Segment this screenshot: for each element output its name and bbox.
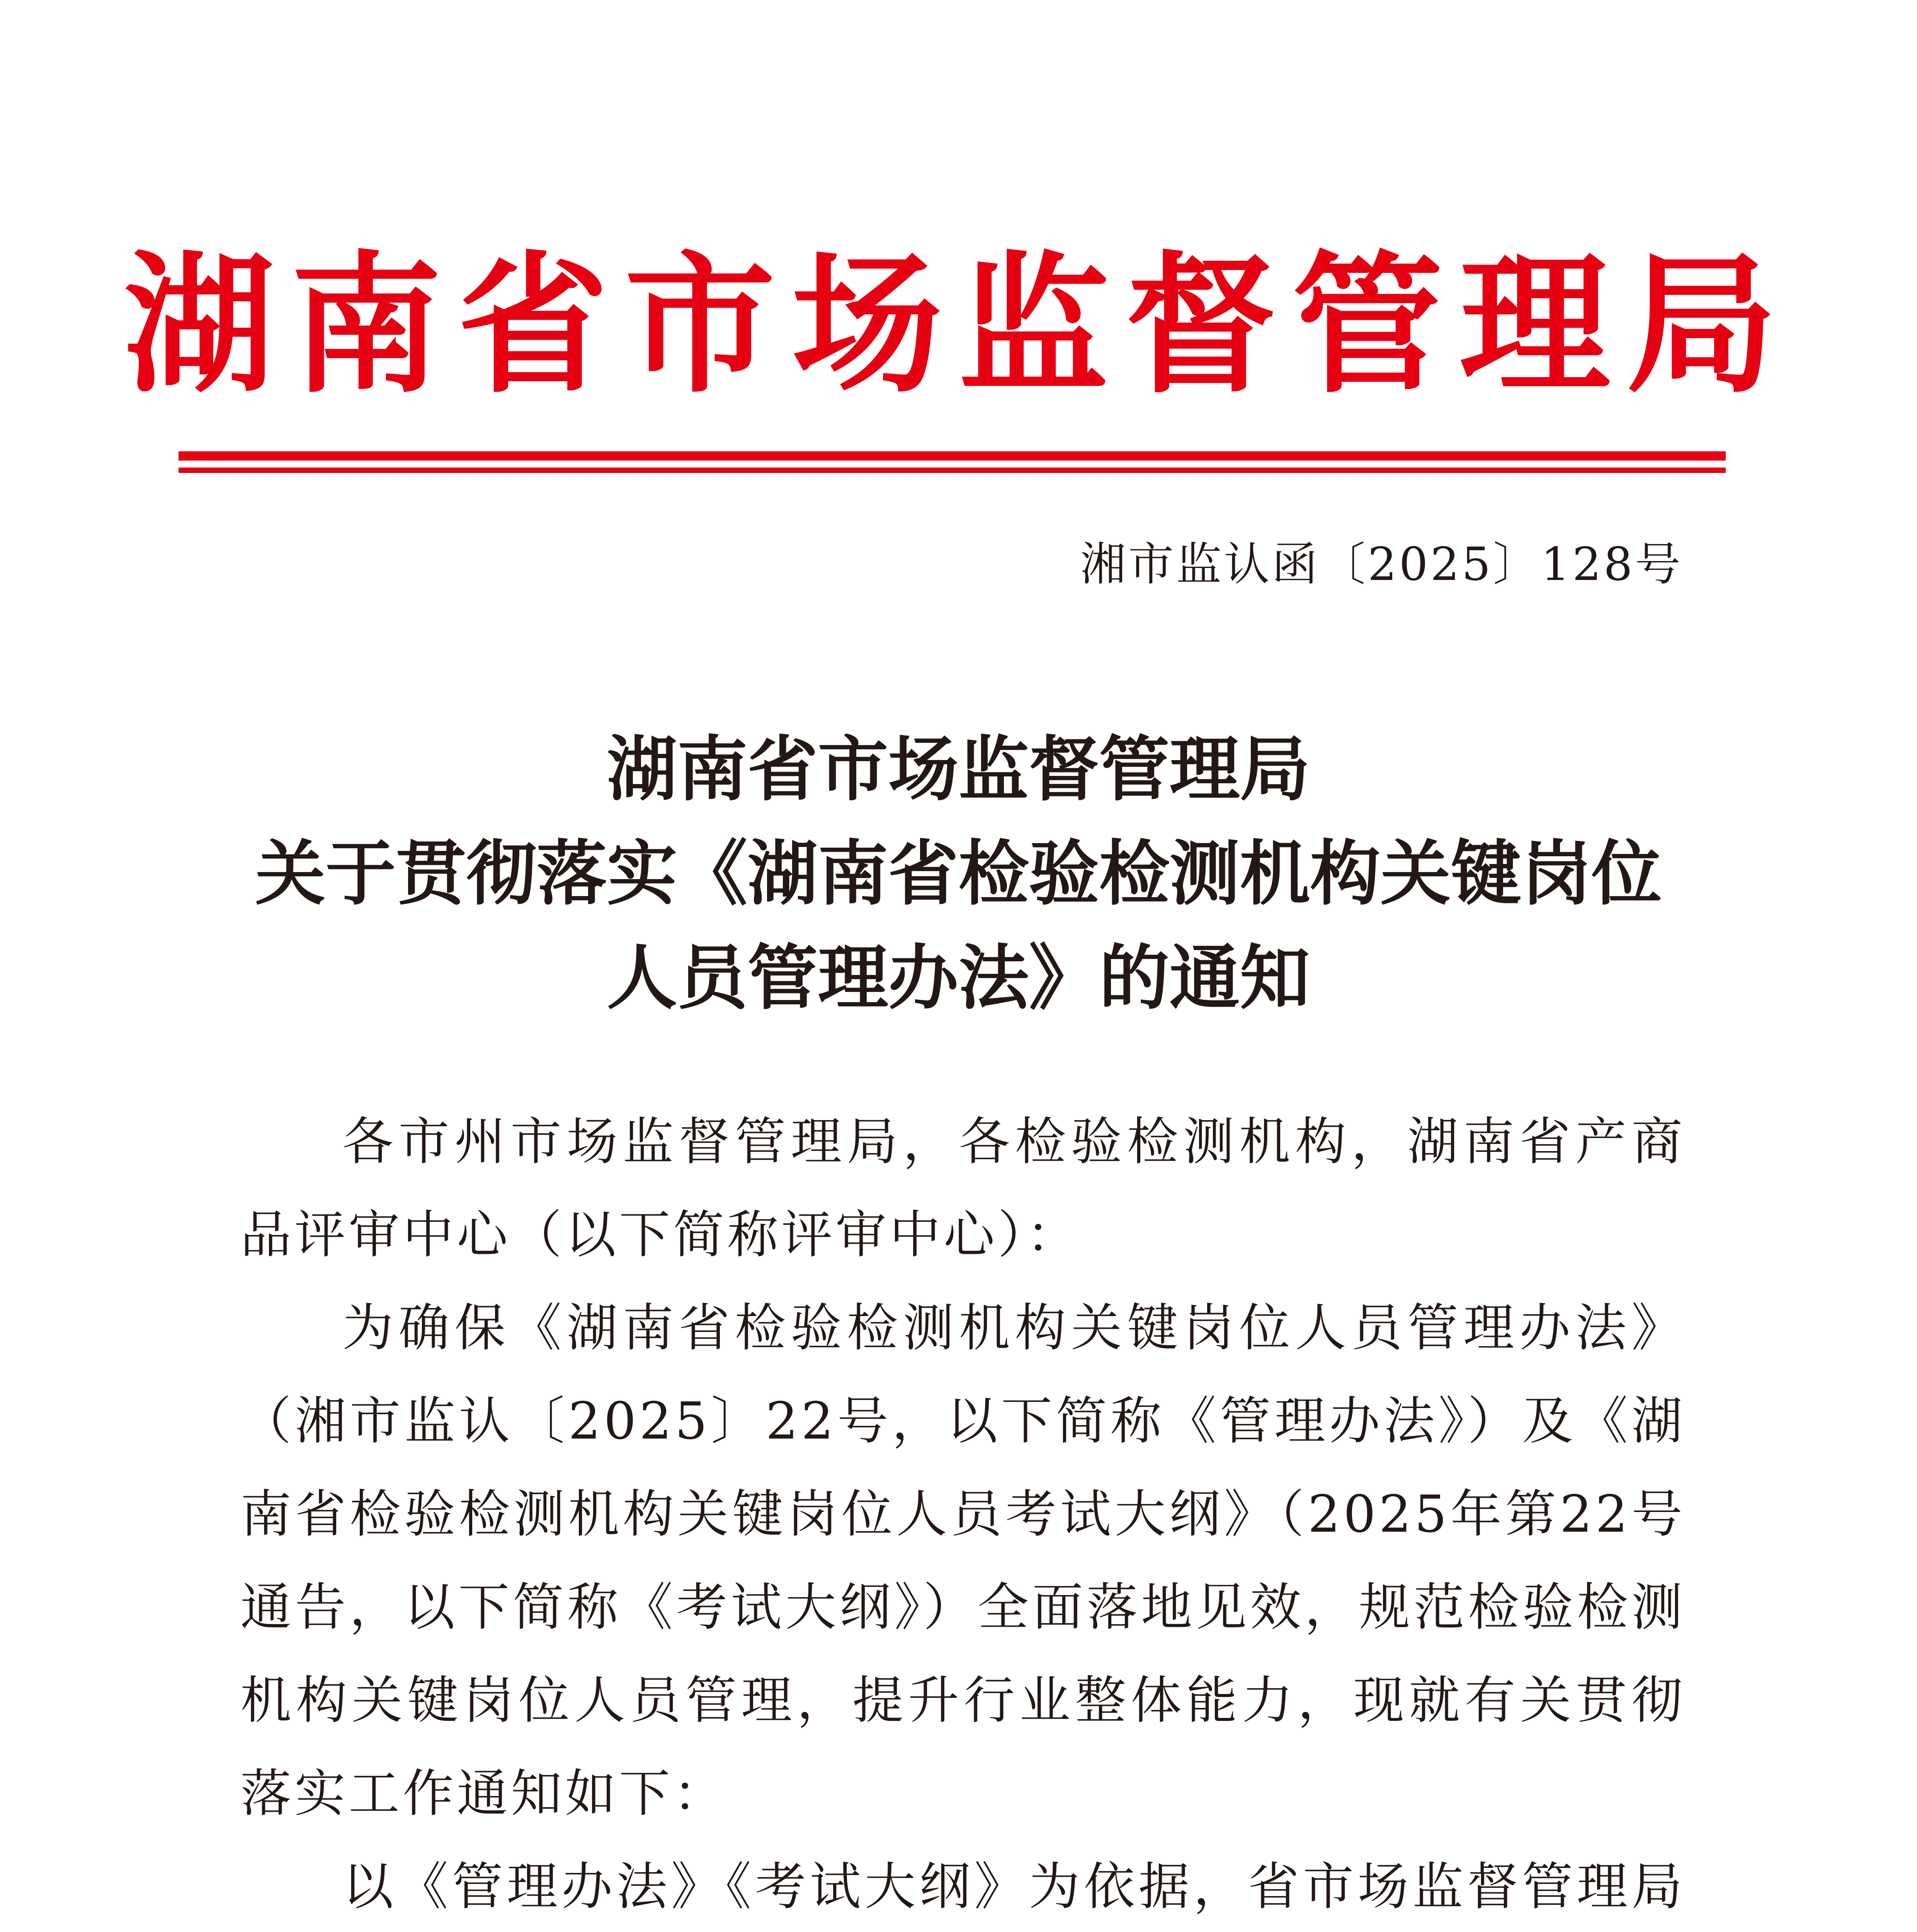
addressee-paragraph: 各市州市场监督管理局，各检验检测机构，湖南省产商品评审中心（以下简称评审中心）： <box>240 1112 1686 1265</box>
title-line-1: 湖南省市场监督管理局 <box>607 728 1310 810</box>
document-title <box>0 717 1917 1030</box>
body-paragraph-2: 以《管理办法》《考试大纲》为依据，省市场监督管理局 <box>342 1857 1686 1917</box>
body-paragraph-1: 为确保《湖南省检验检测机构关键岗位人员管理办法》（湘市监认〔2025〕22号，以下简称《管理办法》）及《湖南省检验检测机构关键岗位人员考试大纲》（2025年第22号通告，以下简称《考试大纲》）全面落地见效，规范检验检测机构关键岗位人员管理，提升行业整体能力，现就有关贯彻落实工作通知如下： <box>240 1298 1686 1823</box>
letterhead-org-name: 湖南省市场监督管理局 <box>124 236 1793 413</box>
title-line-3: 人员管理办法》的通知 <box>607 936 1310 1019</box>
document-body <box>240 1095 1686 1932</box>
title-line-2: 关于贯彻落实《湖南省检验检测机构关键岗位 <box>255 832 1662 915</box>
letterhead-top-thick-rule <box>179 451 1726 461</box>
letterhead-top-thin-rule <box>179 468 1726 473</box>
document-number: 湘市监认函〔2025〕128号 <box>1080 537 1683 591</box>
